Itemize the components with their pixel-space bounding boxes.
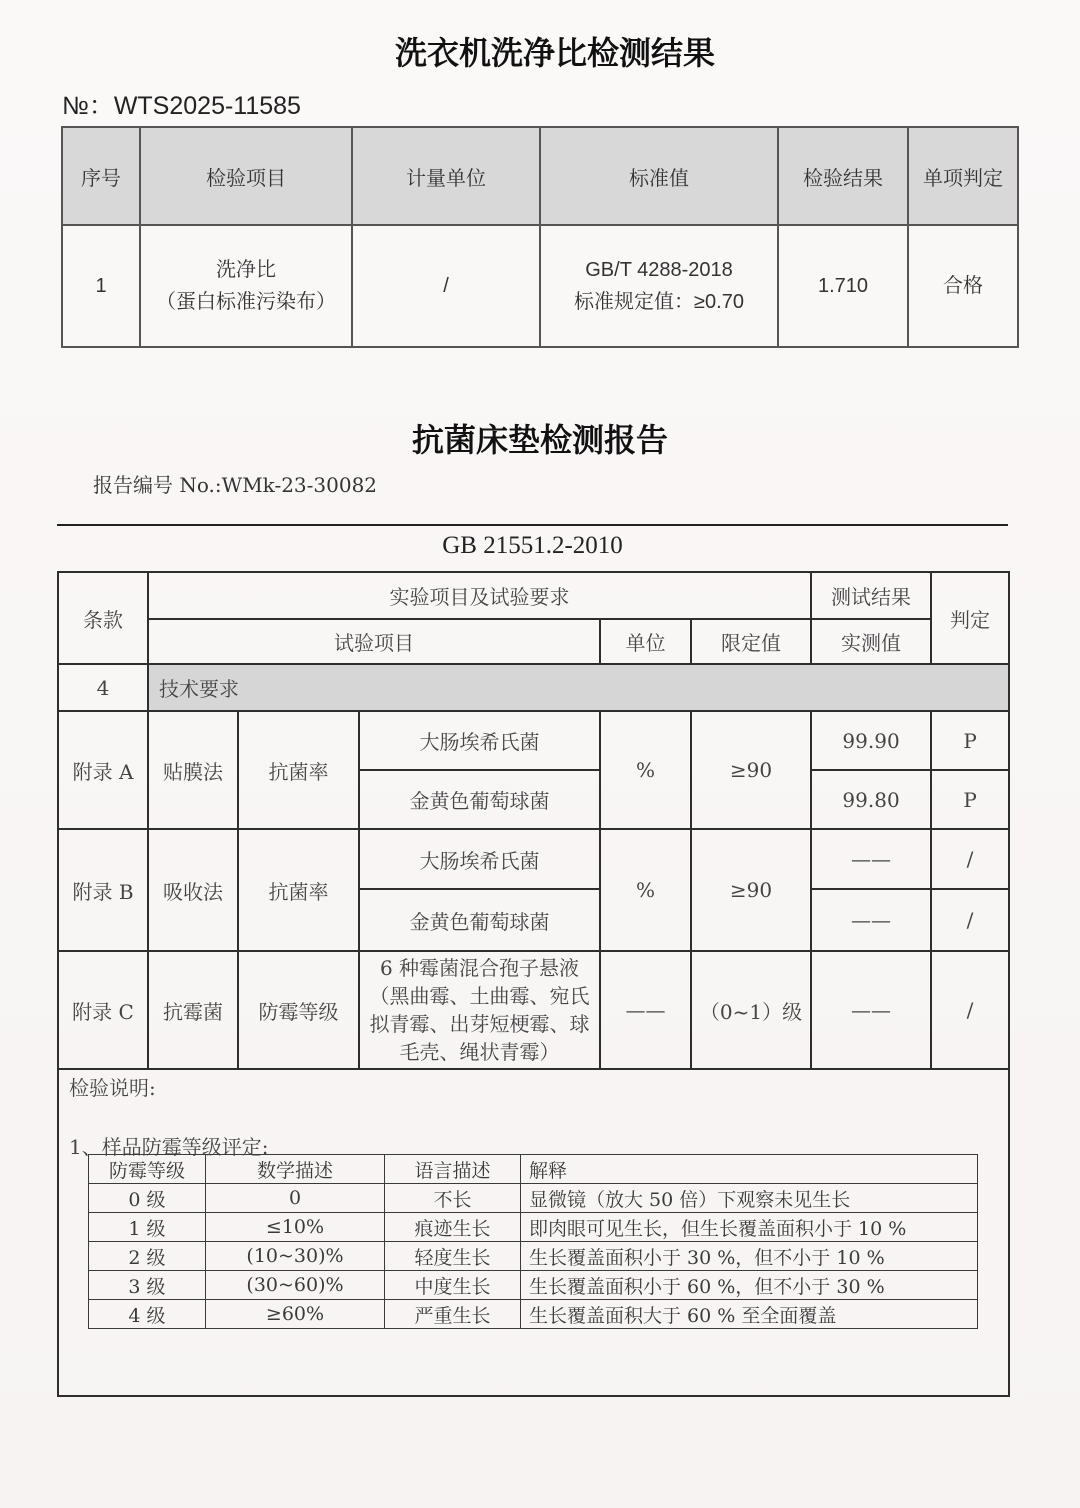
grading-cell: 生长覆盖面积小于 30 %，但不小于 10 % <box>521 1242 978 1271</box>
grading-cell: 严重生长 <box>385 1300 521 1329</box>
table-row <box>58 951 1009 1069</box>
standard-name: GB 21551.2-2010 <box>442 532 623 559</box>
grading-header-row <box>89 1155 978 1184</box>
grading-cell: 中度生长 <box>385 1271 521 1300</box>
measured-value: 99.90 <box>811 711 931 770</box>
measured-value: 99.80 <box>811 770 931 829</box>
judgement: / <box>931 829 1009 889</box>
table-header-row <box>58 619 1009 664</box>
grading-cell: 显微镜（放大 50 倍）下观察未见生长 <box>521 1184 978 1213</box>
metric: 防霉等级 <box>238 951 359 1069</box>
divider <box>57 524 1008 526</box>
test-item: 大肠埃希氏菌 <box>359 711 600 770</box>
grading-header-cell: 防霉等级 <box>89 1155 206 1184</box>
grading-row <box>89 1300 978 1329</box>
test-item <box>140 225 352 347</box>
unit: % <box>600 711 691 829</box>
grading-cell: 0 级 <box>89 1184 206 1213</box>
washing-ratio-table <box>61 126 1019 348</box>
grading-cell: 3 级 <box>89 1271 206 1300</box>
test-result: 1.710 <box>778 225 908 347</box>
clause: 附录 C <box>58 951 148 1069</box>
judgement: 合格 <box>908 225 1018 347</box>
method: 吸收法 <box>148 829 238 951</box>
grading-cell: (10~30)% <box>206 1242 385 1271</box>
header-cell: 单项判定 <box>908 127 1018 225</box>
section-label: 技术要求 <box>148 664 1009 711</box>
grading-title: 1、样品防霉等级评定: <box>69 1135 269 1159</box>
header-measured: 实测值 <box>811 619 931 664</box>
table-header-row <box>58 572 1009 619</box>
grading-cell: 轻度生长 <box>385 1242 521 1271</box>
item-line2: （蛋白标准污染布） <box>156 291 336 313</box>
grading-cell: ≤10% <box>206 1213 385 1242</box>
header-cell: 计量单位 <box>352 127 540 225</box>
header-test-result: 测试结果 <box>811 572 931 619</box>
standard-line2: 标准规定值：≥0.70 <box>574 291 744 313</box>
section-row <box>58 664 1009 711</box>
grading-cell: 2 级 <box>89 1242 206 1271</box>
grading-cell: (30~60)% <box>206 1271 385 1300</box>
unit: % <box>600 829 691 951</box>
table-header-row <box>62 127 1018 225</box>
unit: / <box>352 225 540 347</box>
judgement: P <box>931 711 1009 770</box>
measured-value: —— <box>811 889 931 951</box>
limit: （0~1）级 <box>691 951 811 1069</box>
mold-grading-table <box>88 1154 978 1329</box>
judgement: / <box>931 889 1009 951</box>
standard-value <box>540 225 778 347</box>
metric: 抗菌率 <box>238 829 359 951</box>
metric: 抗菌率 <box>238 711 359 829</box>
judgement: / <box>931 951 1009 1069</box>
section-number: 4 <box>58 664 148 711</box>
grading-cell: 1 级 <box>89 1213 206 1242</box>
grading-cell: 0 <box>206 1184 385 1213</box>
header-test-item: 试验项目 <box>148 619 600 664</box>
table-row <box>62 225 1018 347</box>
grading-cell: ≥60% <box>206 1300 385 1329</box>
grading-row <box>89 1271 978 1300</box>
item-line1: 洗净比 <box>216 259 276 281</box>
measured-value: —— <box>811 951 931 1069</box>
header-cell: 序号 <box>62 127 140 225</box>
report1-number: №：WTS2025-11585 <box>62 92 301 120</box>
clause: 附录 B <box>58 829 148 951</box>
grading-row <box>89 1184 978 1213</box>
row-number: 1 <box>62 225 140 347</box>
header-limit: 限定值 <box>691 619 811 664</box>
unit: —— <box>600 951 691 1069</box>
header-cell: 标准值 <box>540 127 778 225</box>
grading-cell: 生长覆盖面积小于 60 %，但不小于 30 % <box>521 1271 978 1300</box>
grading-cell: 痕迹生长 <box>385 1213 521 1242</box>
header-judgement: 判定 <box>931 572 1009 664</box>
limit: ≥90 <box>691 829 811 951</box>
grading-row <box>89 1213 978 1242</box>
header-cell: 检验项目 <box>140 127 352 225</box>
header-clause: 条款 <box>58 572 148 664</box>
method: 抗霉菌 <box>148 951 238 1069</box>
grading-header-cell: 解释 <box>521 1155 978 1184</box>
grading-cell: 4 级 <box>89 1300 206 1329</box>
judgement: P <box>931 770 1009 829</box>
standard-line1: GB/T 4288-2018 <box>585 259 733 281</box>
report2-number: 报告编号 No.:WMk-23-30082 <box>93 473 378 497</box>
measured-value: —— <box>811 829 931 889</box>
method: 贴膜法 <box>148 711 238 829</box>
grading-row <box>89 1242 978 1271</box>
test-item: 金黄色葡萄球菌 <box>359 770 600 829</box>
report1-title: 洗衣机洗净比检测结果 <box>394 34 715 72</box>
test-item: 金黄色葡萄球菌 <box>359 889 600 951</box>
grading-header-cell: 数学描述 <box>206 1155 385 1184</box>
test-item: 6 种霉菌混合孢子悬液（黑曲霉、土曲霉、宛氏拟青霉、出芽短梗霉、球毛壳、绳状青霉） <box>359 951 600 1069</box>
grading-cell: 即肉眼可见生长，但生长覆盖面积小于 10 % <box>521 1213 978 1242</box>
grading-header-cell: 语言描述 <box>385 1155 521 1184</box>
clause: 附录 A <box>58 711 148 829</box>
report2-title: 抗菌床垫检测报告 <box>411 421 668 459</box>
grading-cell: 生长覆盖面积大于 60 % 至全面覆盖 <box>521 1300 978 1329</box>
test-item: 大肠埃希氏菌 <box>359 829 600 889</box>
header-cell: 检验结果 <box>778 127 908 225</box>
table-row <box>58 829 1009 889</box>
grading-cell: 不长 <box>385 1184 521 1213</box>
limit: ≥90 <box>691 711 811 829</box>
header-requirements: 实验项目及试验要求 <box>148 572 811 619</box>
notes-label: 检验说明: <box>69 1076 156 1100</box>
table-row <box>58 711 1009 770</box>
header-unit: 单位 <box>600 619 691 664</box>
